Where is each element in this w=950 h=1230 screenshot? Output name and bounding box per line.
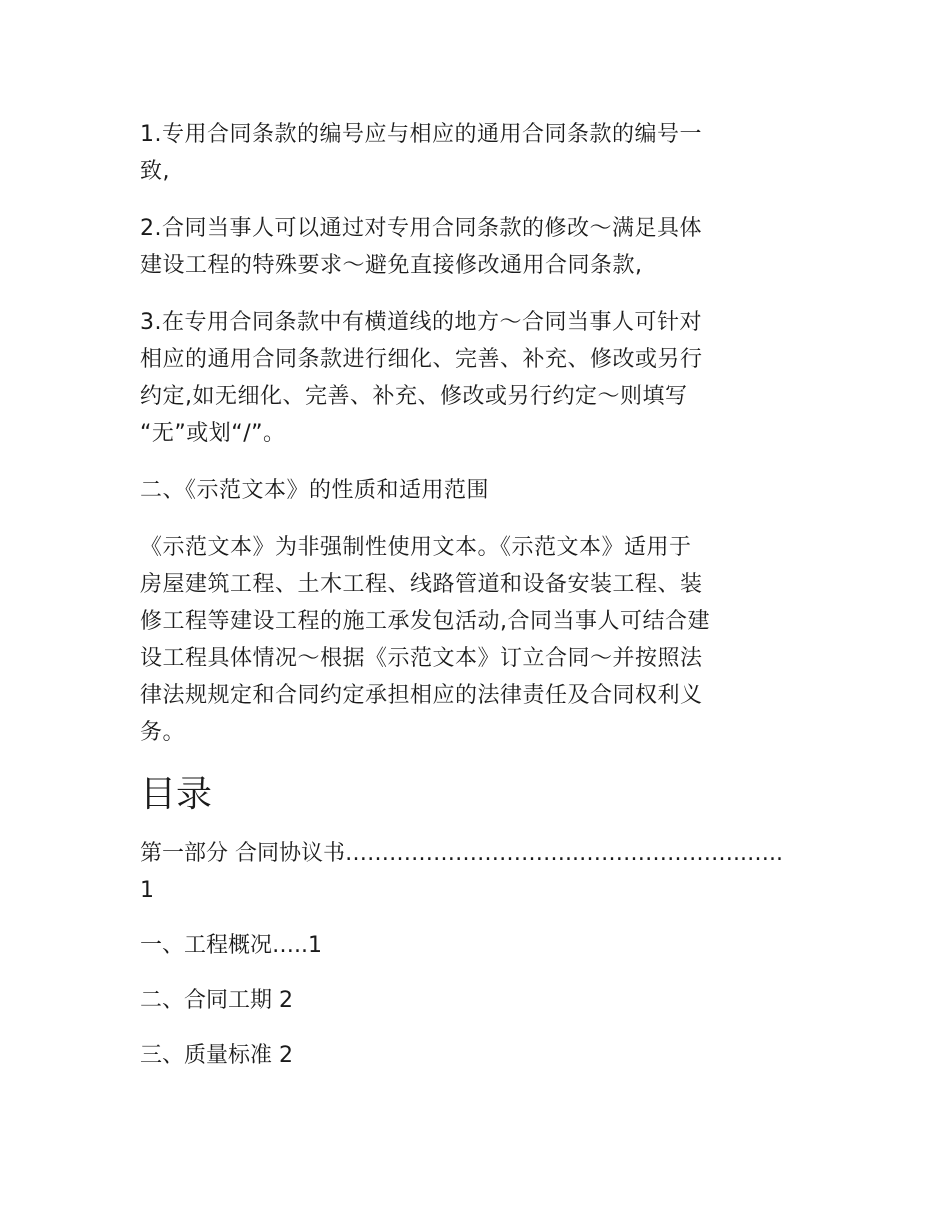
text-line: 约定,如无细化、完善、补充、修改或另行约定～则填写 (140, 384, 688, 409)
text-line: 房屋建筑工程、土木工程、线路管道和设备安装工程、装 (140, 572, 703, 597)
paragraph-nature-scope (140, 529, 812, 751)
text-line: 相应的通用合同条款进行细化、完善、补充、修改或另行 (140, 347, 703, 372)
text-line: 1.专用合同条款的编号应与相应的通用合同条款的编号一 (140, 122, 702, 147)
text-line: “无”或划“/”。 (140, 421, 286, 446)
text-line: 3.在专用合同条款中有横道线的地方～合同当事人可针对 (140, 310, 702, 335)
toc-heading: 目录 (140, 774, 213, 815)
text-line: 建设工程的特殊要求～避免直接修改通用合同条款, (140, 253, 643, 278)
text-line: 2.合同当事人可以通过对专用合同条款的修改～满足具体 (140, 216, 702, 241)
text-line: 律法规规定和合同约定承担相应的法律责任及合同权利义 (140, 683, 703, 708)
paragraph-clause-3 (140, 304, 812, 452)
text-line: 《示范文本》为非强制性使用文本。《示范文本》适用于 (140, 535, 692, 560)
toc-item-quality-standard (140, 1037, 812, 1074)
toc-item-part-1 (140, 835, 812, 909)
toc-item-label: 二、合同工期 2 (140, 988, 293, 1013)
section-heading-nature-scope (140, 472, 812, 509)
toc-item-label: 三、质量标准 2 (140, 1043, 293, 1068)
toc-item-contract-period (140, 982, 812, 1019)
text-line: 致, (140, 159, 170, 184)
toc-item-project-overview (140, 927, 812, 964)
paragraph-clause-1 (140, 116, 812, 190)
toc-item-label: 一、工程概况…..1 (140, 933, 322, 958)
paragraph-clause-2 (140, 210, 812, 284)
text-line: 二、《示范文本》的性质和适用范围 (140, 478, 490, 503)
text-line: 务。 (140, 720, 186, 745)
text-line: 修工程等建设工程的施工承发包活动,合同当事人可结合建 (140, 609, 710, 634)
toc-item-page: 1 (140, 878, 154, 903)
text-line: 设工程具体情况～根据《示范文本》订立合同～并按照法 (140, 646, 703, 671)
toc-item-label: 第一部分 合同协议书…………………………..…………………..….. (140, 841, 783, 866)
document-body (140, 116, 812, 1092)
